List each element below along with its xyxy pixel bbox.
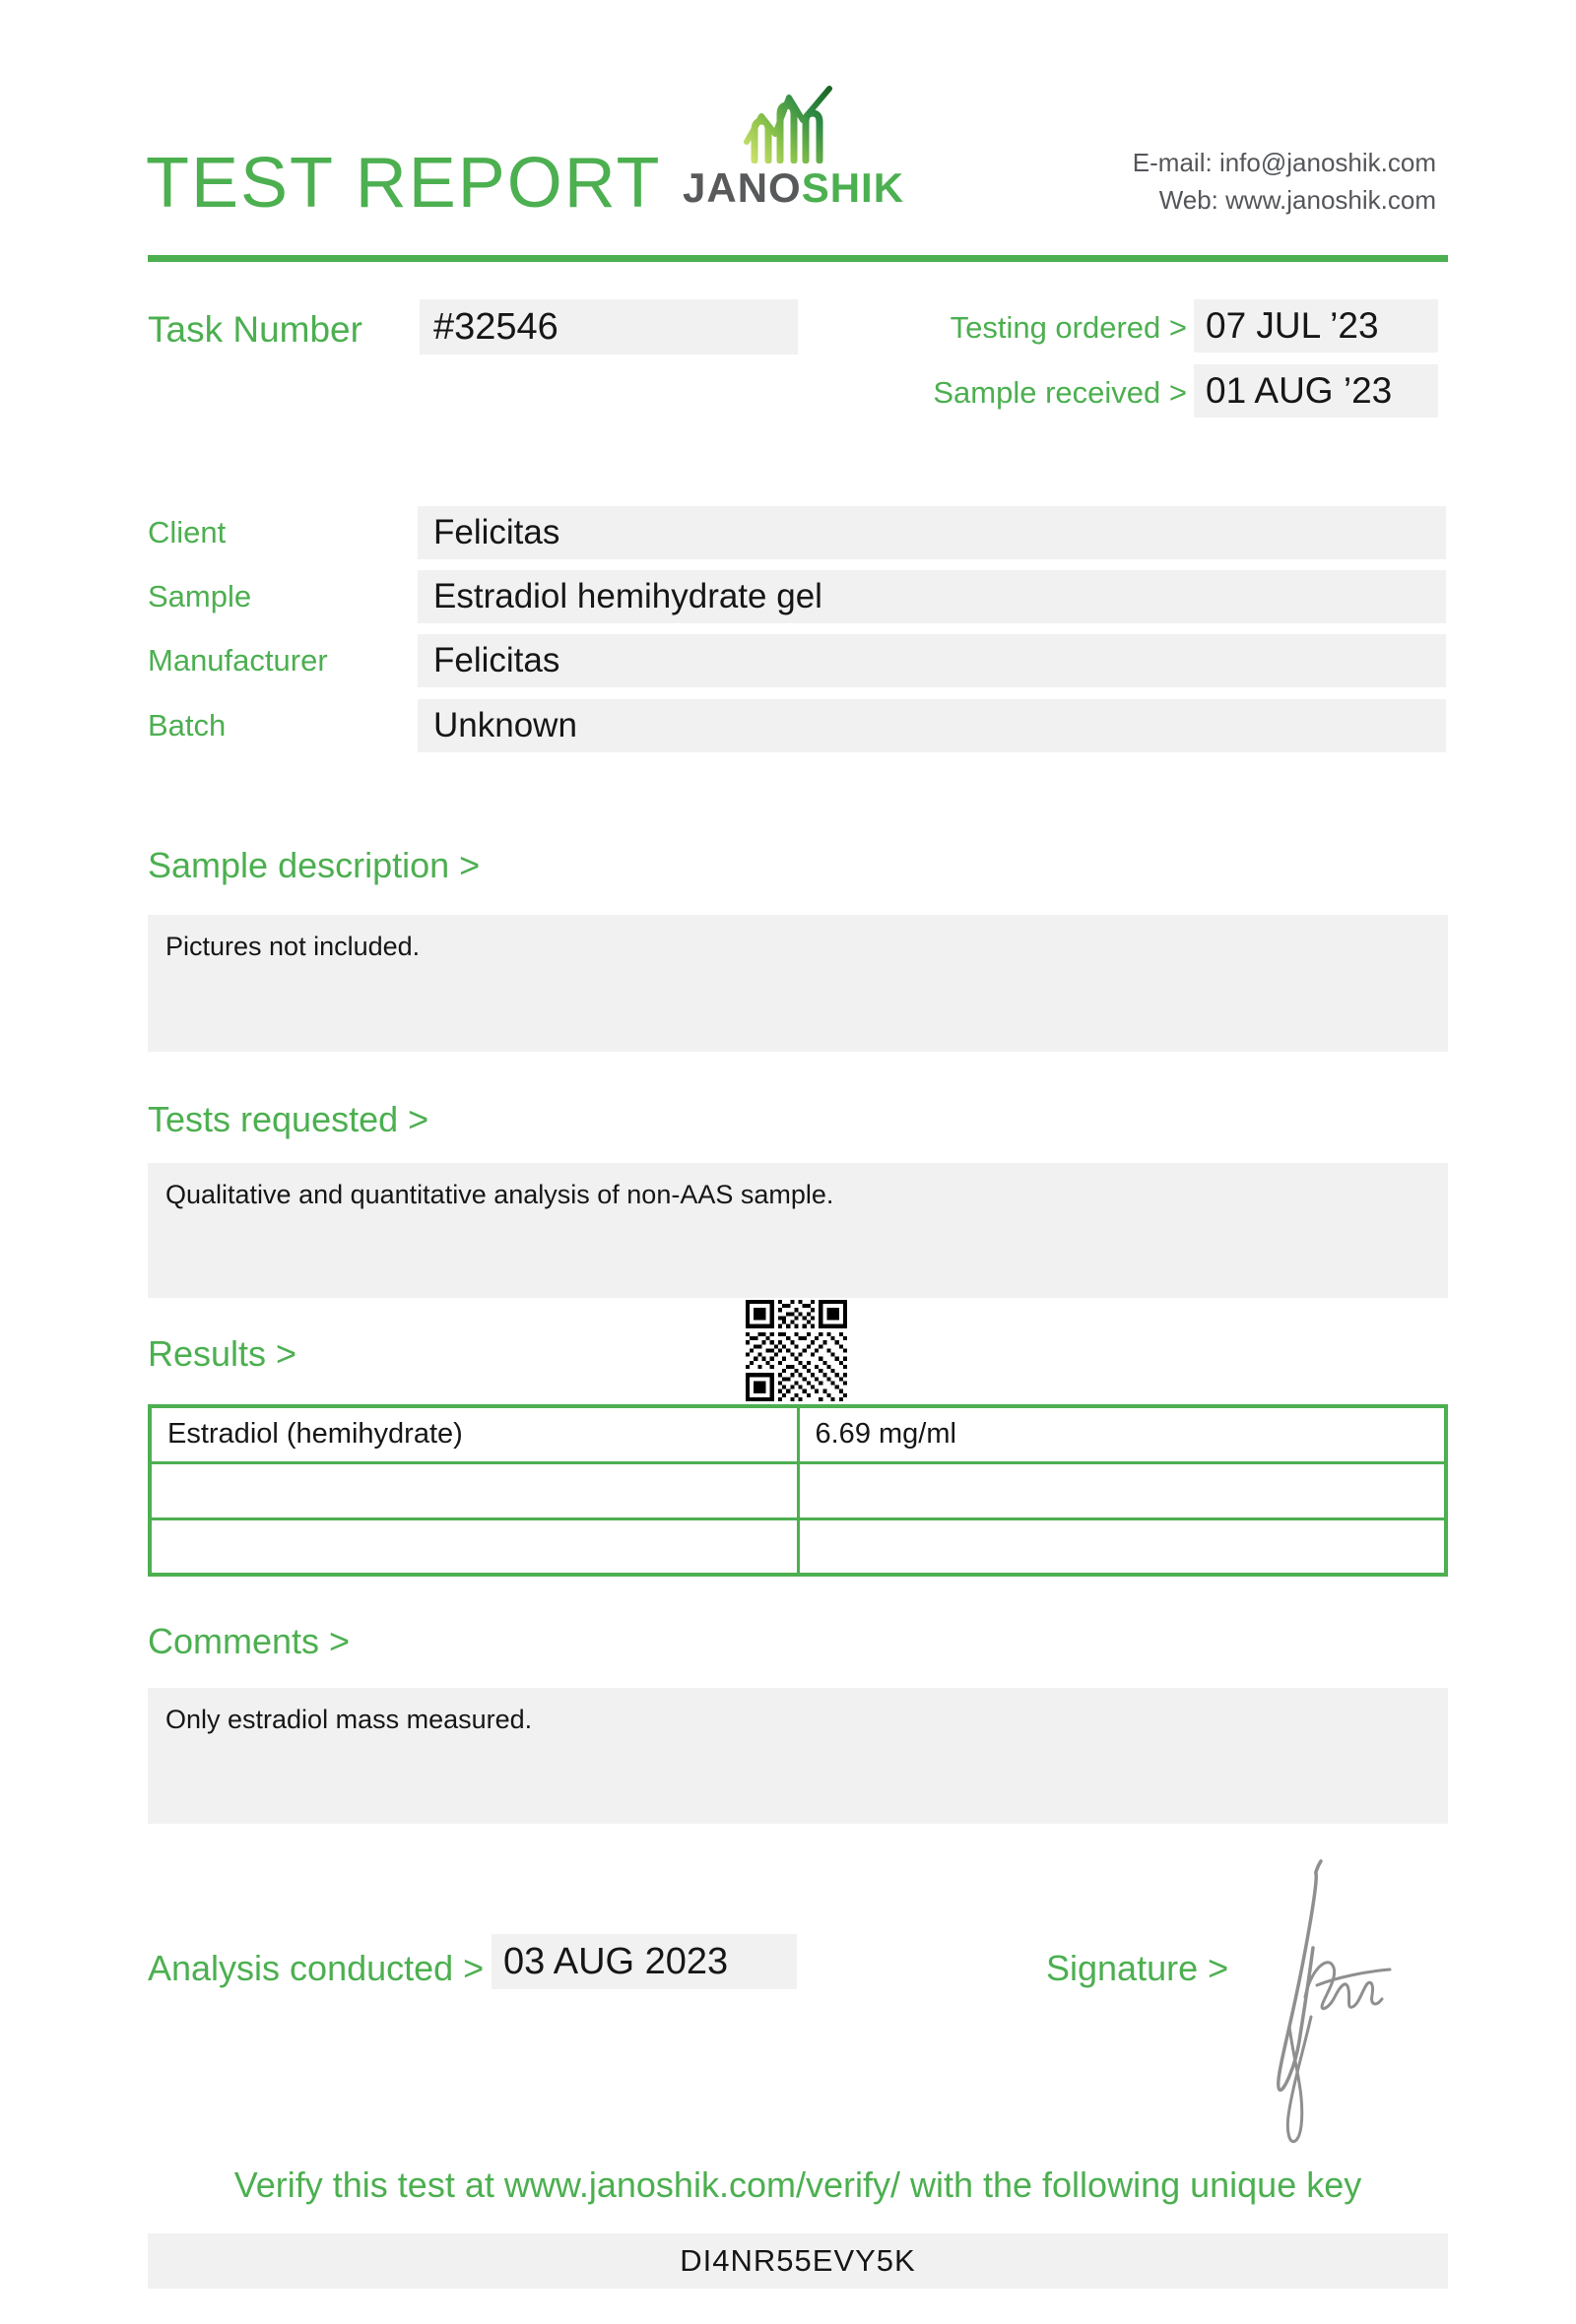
sample-value: Estradiol hemihydrate gel — [418, 570, 1446, 623]
analysis-conducted-label: Analysis conducted > — [148, 1948, 485, 1988]
tests-requested-heading: Tests requested > — [148, 1099, 429, 1139]
batch-value: Unknown — [418, 699, 1446, 752]
header-divider — [148, 255, 1448, 262]
task-number-value: #32546 — [420, 299, 798, 355]
sample-received-label: Sample received > — [933, 375, 1187, 410]
result-cell — [798, 1518, 1446, 1575]
qr-code-image — [746, 1300, 847, 1401]
sample-description-box: Pictures not included. — [148, 915, 1448, 1052]
result-cell — [798, 1462, 1446, 1518]
email-value: info@janoshik.com — [1218, 148, 1436, 177]
signature-label: Signature > — [1046, 1948, 1229, 1988]
testing-ordered-value: 07 JUL ’23 — [1194, 299, 1438, 353]
client-label: Client — [148, 515, 227, 549]
contact-info — [1133, 144, 1436, 219]
sample-label: Sample — [148, 579, 252, 613]
result-row — [150, 1518, 1446, 1575]
testing-ordered-label: Testing ordered > — [950, 310, 1187, 345]
comments-box: Only estradiol mass measured. — [148, 1688, 1448, 1824]
tests-requested-box: Qualitative and quantitative analysis of non-AAS sample. — [148, 1163, 1448, 1298]
analyte-cell: Estradiol (hemihydrate) — [150, 1406, 798, 1462]
report-title: TEST REPORT — [146, 144, 662, 223]
sample-description-heading: Sample description > — [148, 845, 481, 885]
email-line — [1133, 144, 1436, 181]
janoshik-wordmark — [683, 164, 905, 211]
unique-key-value: DI4NR55EVY5K — [148, 2233, 1448, 2289]
batch-label: Batch — [148, 708, 227, 742]
analyte-cell — [150, 1462, 798, 1518]
results-heading: Results > — [148, 1333, 297, 1374]
signature-image — [1266, 1849, 1404, 2155]
result-row — [150, 1406, 1446, 1462]
analyte-cell — [150, 1518, 798, 1575]
wordmark-jano: JANO — [683, 164, 802, 211]
wordmark-shik: SHIK — [801, 164, 905, 211]
web-label: Web: — [1158, 185, 1218, 215]
verify-text: Verify this test at www.janoshik.com/verify/ with the following unique key — [233, 2164, 1362, 2205]
sample-received-value: 01 AUG ’23 — [1194, 364, 1438, 418]
results-table — [148, 1404, 1448, 1577]
result-row — [150, 1462, 1446, 1518]
comments-heading: Comments > — [148, 1621, 351, 1661]
web-line — [1133, 181, 1436, 219]
result-cell: 6.69 mg/ml — [798, 1406, 1446, 1462]
client-value: Felicitas — [418, 506, 1446, 559]
task-number-label: Task Number — [148, 309, 362, 350]
manufacturer-label: Manufacturer — [148, 643, 328, 678]
manufacturer-value: Felicitas — [418, 634, 1446, 687]
analysis-date-value: 03 AUG 2023 — [492, 1934, 797, 1989]
email-label: E-mail: — [1132, 148, 1213, 177]
web-value: www.janoshik.com — [1225, 185, 1436, 215]
janoshik-logo — [683, 85, 905, 211]
janoshik-chart-icon — [743, 85, 833, 163]
